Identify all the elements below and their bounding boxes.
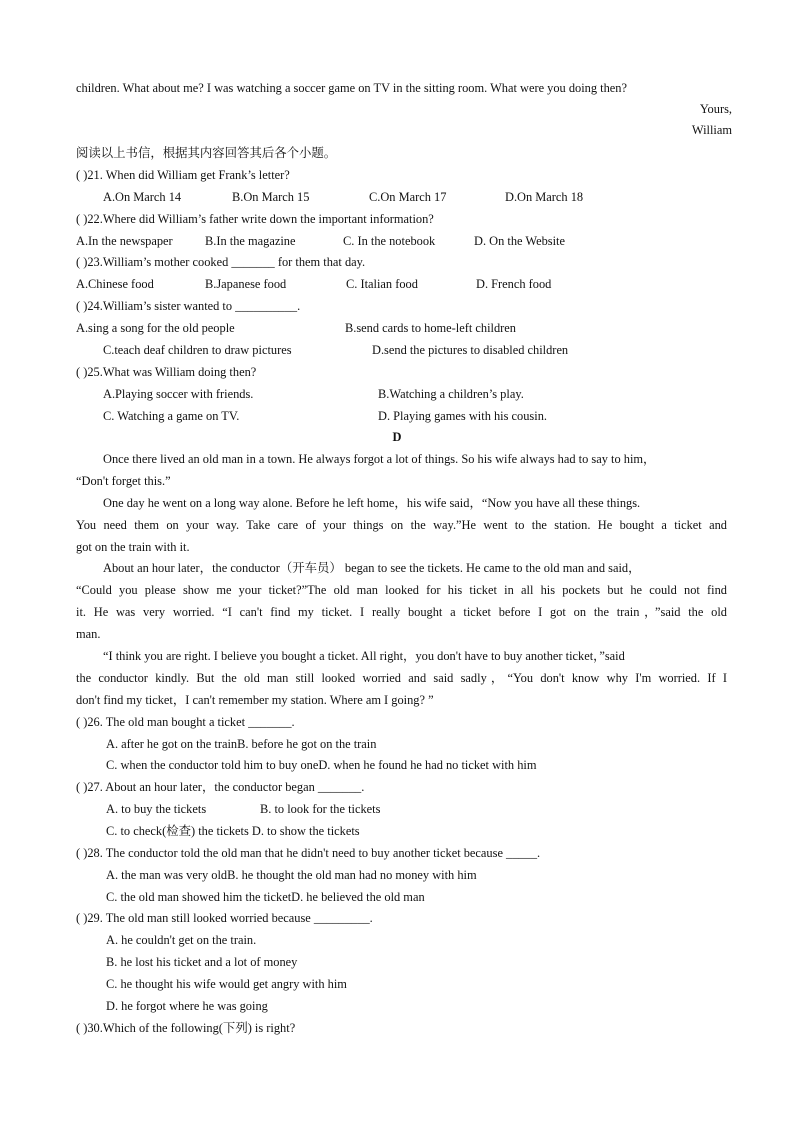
question-29: ( )29. The old man still looked worried because _________. — [76, 911, 373, 925]
paragraph-line: “I think you are right. I believe you bought a ticket. All right，you don't have to buy another ticket，”said — [103, 649, 625, 663]
option-c: C. Italian food — [346, 277, 418, 291]
options-26-cd: C. when the conductor told him to buy oneD. when he found he had no ticket with him — [106, 758, 537, 772]
paragraph-line: don't find my ticket，I can't remember my station. Where am I going? ” — [76, 693, 434, 707]
question-30: ( )30.Which of the following(下列) is right? — [76, 1021, 296, 1035]
option-a: A. he couldn't get on the train. — [106, 933, 257, 947]
options-28-cd: C. the old man showed him the ticketD. he believed the old man — [106, 890, 425, 904]
question-21: ( )21. When did William get Frank’s letter? — [76, 168, 290, 182]
question-23: ( )23.William’s mother cooked _______ for them that day. — [76, 255, 366, 269]
option-c: C.On March 17 — [369, 190, 447, 204]
paragraph-line: the conductor kindly. But the old man still looked worried and said sadly，“You don't know why I'm worried. If I — [76, 671, 727, 685]
options-28-ab: A. the man was very oldB. he thought the old man had no money with him — [106, 868, 477, 882]
option-d: D.On March 18 — [505, 190, 584, 204]
option-a: A. to buy the tickets — [106, 802, 207, 816]
paragraph-line: About an hour later，the conductor（开车员） began to see the tickets. He came to the old man and said， — [103, 561, 641, 575]
option-b: B.Japanese food — [205, 277, 287, 291]
question-24: ( )24.William’s sister wanted to __________. — [76, 299, 301, 313]
instruction: 阅读以上书信，根据其内容回答其后各个小题。 — [76, 146, 337, 160]
paragraph-line: One day he went on a long way alone. Before he left home，his wife said，“Now you have all these things. — [103, 496, 641, 510]
question-27: ( )27. About an hour later，the conductor began _______. — [76, 780, 365, 794]
option-c: C. Watching a game on TV. — [103, 409, 240, 423]
option-d: D. Playing games with his cousin. — [378, 409, 547, 423]
section-heading: D — [392, 430, 402, 444]
option-d: D. On the Website — [474, 234, 565, 248]
option-c: C. In the notebook — [343, 234, 436, 248]
option-b: B.send cards to home-left children — [345, 321, 517, 335]
letter-signature: William — [691, 123, 732, 137]
paragraph-line: man. — [76, 627, 101, 641]
option-c: C. he thought his wife would get angry with him — [106, 977, 347, 991]
question-28: ( )28. The conductor told the old man that he didn't need to buy another ticket because _____. — [76, 846, 541, 860]
option-d: D. French food — [476, 277, 552, 291]
paragraph-line: it. He was very worried. “I can't find my ticket. I really bought a ticket before I got on the train，”said the old — [76, 605, 727, 619]
option-a: A.In the newspaper — [76, 234, 173, 248]
letter-closing: Yours, — [699, 102, 732, 116]
options-26-ab: A. after he got on the trainB. before he got on the train — [106, 737, 377, 751]
option-a: A.Chinese food — [76, 277, 154, 291]
option-d: D. he forgot where he was going — [106, 999, 268, 1013]
option-b: B.Watching a children’s play. — [378, 387, 524, 401]
option-b: B.In the magazine — [205, 234, 296, 248]
option-a: A.On March 14 — [103, 190, 182, 204]
option-b: B. to look for the tickets — [260, 802, 381, 816]
options-27-cd: C. to check(检查) the tickets D. to show the tickets — [106, 824, 360, 838]
option-a: A.sing a song for the old people — [76, 321, 235, 335]
paragraph-line: “Could you please show me your ticket?”The old man looked for his ticket in all his pockets but he could not find — [76, 583, 727, 597]
letter-line: children. What about me? I was watching a soccer game on TV in the sitting room. What were you doing then? — [76, 81, 628, 95]
option-a: A.Playing soccer with friends. — [103, 387, 254, 401]
paragraph-line: Once there lived an old man in a town. He always forgot a lot of things. So his wife always had to say to him， — [103, 452, 656, 466]
option-d: D.send the pictures to disabled children — [372, 343, 569, 357]
paragraph-line: You need them on your way. Take care of your things on the way.”He went to the station. He bought a ticket and — [76, 518, 727, 532]
question-26: ( )26. The old man bought a ticket _______. — [76, 715, 295, 729]
option-c: C.teach deaf children to draw pictures — [103, 343, 292, 357]
question-25: ( )25.What was William doing then? — [76, 365, 257, 379]
paragraph-line: got on the train with it. — [76, 540, 190, 554]
option-b: B.On March 15 — [232, 190, 310, 204]
paragraph-line: “Don't forget this.” — [76, 474, 171, 488]
option-b: B. he lost his ticket and a lot of money — [106, 955, 298, 969]
question-22: ( )22.Where did William’s father write down the important information? — [76, 212, 434, 226]
